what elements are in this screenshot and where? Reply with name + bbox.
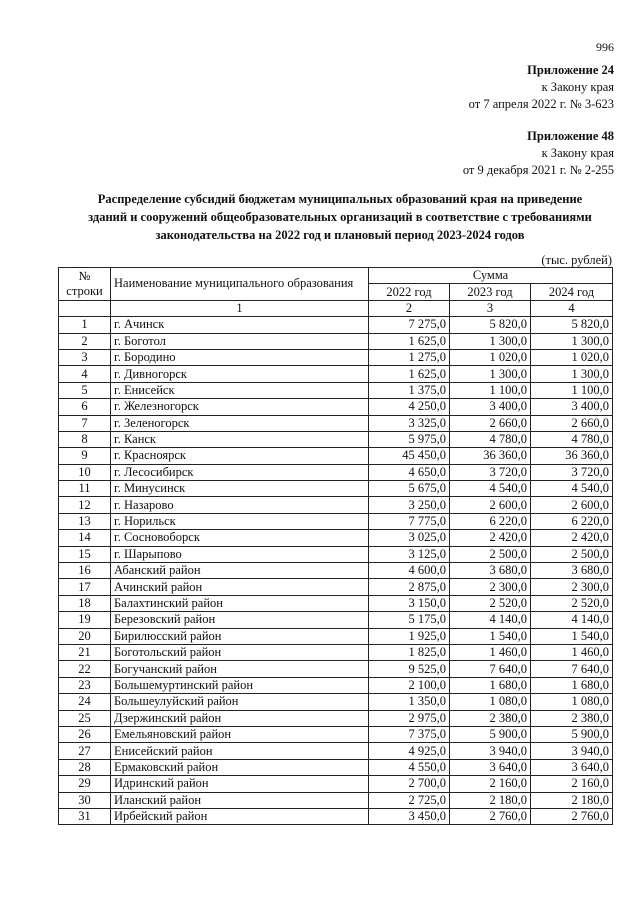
value-2022-cell: 4 650,0 [369,464,450,480]
table-row [59,792,613,808]
value-2024-cell: 1 020,0 [531,349,613,365]
row-number-cell: 27 [59,743,111,759]
value-2023-cell: 1 680,0 [450,677,531,693]
appendix-line: от 9 декабря 2021 г. № 2-255 [462,163,614,177]
table-row [59,776,613,792]
value-2022-cell: 2 975,0 [369,710,450,726]
value-2022-cell: 2 100,0 [369,677,450,693]
value-2022-cell: 7 775,0 [369,513,450,529]
value-2022-cell: 4 600,0 [369,563,450,579]
table-row [59,677,613,693]
value-2023-cell: 3 940,0 [450,743,531,759]
table-row [59,415,613,431]
value-2024-cell: 4 540,0 [531,481,613,497]
value-2022-cell: 1 275,0 [369,349,450,365]
appendix-line: к Закону края [541,146,614,160]
col-number-empty [59,300,111,316]
row-number-cell: 18 [59,595,111,611]
value-2022-cell: 1 625,0 [369,366,450,382]
row-number-cell: 12 [59,497,111,513]
value-2024-cell: 6 220,0 [531,513,613,529]
col-number: 2 [369,300,450,316]
units-label: (тыс. рублей) [541,253,612,267]
value-2022-cell: 2 725,0 [369,792,450,808]
header-name: Наименование муниципального образования [111,268,369,301]
appendix-title: Приложение 24 [527,63,614,77]
row-number-cell: 23 [59,677,111,693]
value-2024-cell: 5 900,0 [531,726,613,742]
name-cell: г. Бородино [111,349,369,365]
table-body [59,317,613,825]
name-cell: г. Канск [111,431,369,447]
value-2024-cell: 2 660,0 [531,415,613,431]
header-2024: 2024 год [531,284,613,300]
name-cell: г. Норильск [111,513,369,529]
name-cell: Ирбейский район [111,808,369,824]
name-cell: г. Ачинск [111,317,369,333]
value-2024-cell: 2 520,0 [531,595,613,611]
table-row [59,743,613,759]
appendix-line: к Закону края [541,80,614,94]
name-cell: Большеулуйский район [111,694,369,710]
row-number-cell: 1 [59,317,111,333]
name-cell: г. Енисейск [111,382,369,398]
value-2023-cell: 2 380,0 [450,710,531,726]
table-row [59,595,613,611]
value-2024-cell: 4 140,0 [531,612,613,628]
value-2022-cell: 4 250,0 [369,399,450,415]
row-number-cell: 19 [59,612,111,628]
name-cell: Енисейский район [111,743,369,759]
value-2022-cell: 3 450,0 [369,808,450,824]
value-2023-cell: 5 900,0 [450,726,531,742]
value-2024-cell: 1 460,0 [531,644,613,660]
value-2023-cell: 1 080,0 [450,694,531,710]
value-2023-cell: 1 300,0 [450,366,531,382]
name-cell: г. Назарово [111,497,369,513]
table-row [59,759,613,775]
name-cell: г. Боготол [111,333,369,349]
value-2024-cell: 2 300,0 [531,579,613,595]
row-number-cell: 24 [59,694,111,710]
value-2024-cell: 1 300,0 [531,333,613,349]
value-2023-cell: 4 140,0 [450,612,531,628]
name-cell: г. Дивногорск [111,366,369,382]
value-2023-cell: 3 720,0 [450,464,531,480]
value-2024-cell: 1 080,0 [531,694,613,710]
row-number-cell: 2 [59,333,111,349]
value-2022-cell: 1 925,0 [369,628,450,644]
value-2023-cell: 36 360,0 [450,448,531,464]
value-2024-cell: 3 940,0 [531,743,613,759]
value-2024-cell: 36 360,0 [531,448,613,464]
row-number-cell: 8 [59,431,111,447]
value-2023-cell: 2 660,0 [450,415,531,431]
row-number-cell: 14 [59,530,111,546]
name-cell: Ермаковский район [111,759,369,775]
value-2024-cell: 2 160,0 [531,776,613,792]
value-2022-cell: 2 875,0 [369,579,450,595]
col-number: 4 [531,300,613,316]
subsidy-table [58,267,613,825]
table-row [59,546,613,562]
value-2022-cell: 1 625,0 [369,333,450,349]
value-2023-cell: 5 820,0 [450,317,531,333]
value-2024-cell: 4 780,0 [531,431,613,447]
value-2023-cell: 3 680,0 [450,563,531,579]
name-cell: Березовский район [111,612,369,628]
name-cell: г. Сосновоборск [111,530,369,546]
table-row [59,628,613,644]
name-cell: г. Зеленогорск [111,415,369,431]
name-cell: Иланский район [111,792,369,808]
row-number-cell: 31 [59,808,111,824]
value-2024-cell: 2 500,0 [531,546,613,562]
value-2024-cell: 3 680,0 [531,563,613,579]
value-2023-cell: 2 760,0 [450,808,531,824]
header-sum: Сумма [369,268,613,284]
value-2022-cell: 4 925,0 [369,743,450,759]
table-row [59,579,613,595]
title-line: зданий и сооружений общеобразовательных организаций в соответствие с требованиями [88,210,592,224]
row-number-cell: 28 [59,759,111,775]
value-2023-cell: 4 780,0 [450,431,531,447]
header-row-no: № строки [59,268,111,301]
row-number-cell: 17 [59,579,111,595]
table-row [59,349,613,365]
row-number-cell: 29 [59,776,111,792]
row-number-cell: 7 [59,415,111,431]
row-number-cell: 20 [59,628,111,644]
table-row [59,644,613,660]
name-cell: Боготольский район [111,644,369,660]
value-2022-cell: 5 175,0 [369,612,450,628]
name-cell: Дзержинский район [111,710,369,726]
value-2023-cell: 2 160,0 [450,776,531,792]
title-line: законодательства на 2022 год и плановый период 2023-2024 годов [155,228,525,242]
name-cell: Большемуртинский район [111,677,369,693]
table-row [59,464,613,480]
value-2023-cell: 2 600,0 [450,497,531,513]
value-2023-cell: 6 220,0 [450,513,531,529]
value-2023-cell: 3 640,0 [450,759,531,775]
row-number-cell: 4 [59,366,111,382]
value-2023-cell: 2 520,0 [450,595,531,611]
value-2022-cell: 7 375,0 [369,726,450,742]
value-2023-cell: 3 400,0 [450,399,531,415]
table-row [59,726,613,742]
col-number: 3 [450,300,531,316]
value-2022-cell: 1 350,0 [369,694,450,710]
table-row [59,448,613,464]
table-row [59,399,613,415]
value-2024-cell: 1 680,0 [531,677,613,693]
value-2023-cell: 1 100,0 [450,382,531,398]
value-2022-cell: 9 525,0 [369,661,450,677]
value-2024-cell: 2 420,0 [531,530,613,546]
value-2024-cell: 3 640,0 [531,759,613,775]
value-2024-cell: 1 300,0 [531,366,613,382]
appendix-24-block [469,62,614,113]
name-cell: г. Красноярск [111,448,369,464]
name-cell: г. Железногорск [111,399,369,415]
table-row [59,808,613,824]
row-number-cell: 25 [59,710,111,726]
col-number: 1 [111,300,369,316]
row-number-cell: 13 [59,513,111,529]
value-2023-cell: 7 640,0 [450,661,531,677]
title-line: Распределение субсидий бюджетам муниципальных образований края на приведение [97,192,583,206]
row-number-cell: 11 [59,481,111,497]
table-row [59,382,613,398]
table-row [59,530,613,546]
value-2022-cell: 45 450,0 [369,448,450,464]
name-cell: г. Шарыпово [111,546,369,562]
table-row [59,563,613,579]
table-row [59,661,613,677]
value-2022-cell: 3 025,0 [369,530,450,546]
appendix-line: от 7 апреля 2022 г. № 3-623 [468,97,614,111]
appendix-48-block [463,128,614,179]
row-number-cell: 6 [59,399,111,415]
value-2024-cell: 2 380,0 [531,710,613,726]
value-2024-cell: 2 760,0 [531,808,613,824]
row-number-cell: 22 [59,661,111,677]
row-number-cell: 9 [59,448,111,464]
table-row [59,333,613,349]
name-cell: Емельяновский район [111,726,369,742]
value-2024-cell: 7 640,0 [531,661,613,677]
value-2022-cell: 3 325,0 [369,415,450,431]
row-number-cell: 21 [59,644,111,660]
name-cell: Балахтинский район [111,595,369,611]
row-number-cell: 16 [59,563,111,579]
table-row [59,497,613,513]
table-row [59,431,613,447]
name-cell: Идринский район [111,776,369,792]
value-2024-cell: 3 720,0 [531,464,613,480]
value-2022-cell: 5 975,0 [369,431,450,447]
value-2022-cell: 1 825,0 [369,644,450,660]
header-2022: 2022 год [369,284,450,300]
name-cell: Бирилюсский район [111,628,369,644]
table-row [59,612,613,628]
appendix-title: Приложение 48 [527,129,614,143]
value-2024-cell: 5 820,0 [531,317,613,333]
value-2022-cell: 4 550,0 [369,759,450,775]
value-2024-cell: 2 600,0 [531,497,613,513]
row-number-cell: 3 [59,349,111,365]
value-2022-cell: 1 375,0 [369,382,450,398]
value-2023-cell: 1 540,0 [450,628,531,644]
row-number-cell: 30 [59,792,111,808]
value-2024-cell: 3 400,0 [531,399,613,415]
row-number-cell: 5 [59,382,111,398]
name-cell: Ачинский район [111,579,369,595]
value-2023-cell: 1 300,0 [450,333,531,349]
value-2023-cell: 1 020,0 [450,349,531,365]
value-2022-cell: 3 150,0 [369,595,450,611]
page-number: 996 [596,40,614,54]
value-2024-cell: 1 540,0 [531,628,613,644]
name-cell: Богучанский район [111,661,369,677]
value-2023-cell: 2 300,0 [450,579,531,595]
value-2022-cell: 3 125,0 [369,546,450,562]
row-number-cell: 15 [59,546,111,562]
value-2022-cell: 2 700,0 [369,776,450,792]
name-cell: Абанский район [111,563,369,579]
value-2023-cell: 4 540,0 [450,481,531,497]
row-number-cell: 26 [59,726,111,742]
table-row [59,366,613,382]
value-2022-cell: 5 675,0 [369,481,450,497]
value-2024-cell: 2 180,0 [531,792,613,808]
name-cell: г. Минусинск [111,481,369,497]
value-2024-cell: 1 100,0 [531,382,613,398]
value-2023-cell: 2 420,0 [450,530,531,546]
name-cell: г. Лесосибирск [111,464,369,480]
value-2023-cell: 2 500,0 [450,546,531,562]
value-2023-cell: 2 180,0 [450,792,531,808]
document-title [70,190,610,244]
value-2022-cell: 7 275,0 [369,317,450,333]
row-number-cell: 10 [59,464,111,480]
table-row [59,710,613,726]
table-row [59,513,613,529]
table-row [59,481,613,497]
table-row [59,694,613,710]
value-2023-cell: 1 460,0 [450,644,531,660]
value-2022-cell: 3 250,0 [369,497,450,513]
header-2023: 2023 год [450,284,531,300]
table-row [59,317,613,333]
